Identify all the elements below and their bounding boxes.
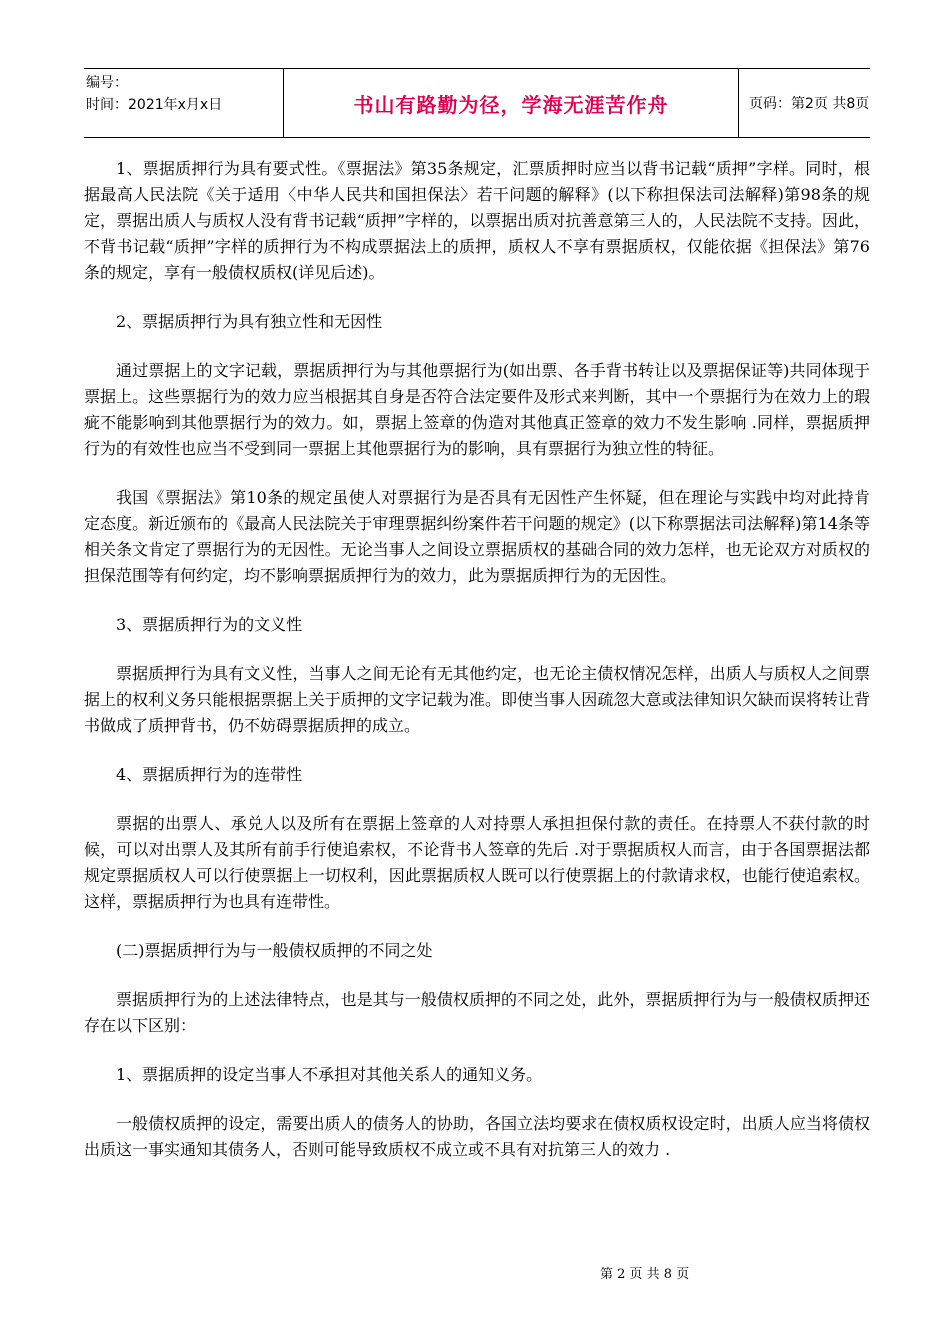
header-page-info: 页码：第2页 共8页 bbox=[749, 96, 870, 112]
header-meta-cell bbox=[84, 69, 284, 137]
section-heading: 2、票据质押行为具有独立性和无因性 bbox=[116, 312, 383, 331]
header-page-cell bbox=[739, 69, 870, 137]
paragraph: 我国《票据法》第10条的规定虽使人对票据行为是否具有无因性产生怀疑，但在理论与实践中均对此持肯定态度。新近颁布的《最高人民法院关于审理票据纠纷案件若干问题的规定》(以下称票据法司法解释)第14条等相关条文肯定了票据行为的无因性。无论当事人之间设立票据质权的基础合同的效力怎样，也无论双方对质权的担保范围等有何约定，均不影响票据质押行为的效力，此为票据质押行为的无因性。 bbox=[84, 488, 870, 585]
paragraph: 票据的出票人、承兑人以及所有在票据上签章的人对持票人承担担保付款的责任。在持票人不获付款的时候，可以对出票人及其所有前手行使追索权，不论背书人签章的先后 .对于票据质权人而言，由于各国票据法都规定票据质权人可以行使票据上一切权利，因此票据质权人既可以行使票据上的付款请求权，也能行使追索权。这样，票据质押行为也具有连带性。 bbox=[84, 814, 870, 911]
section-heading: 1、票据质押的设定当事人不承担对其他关系人的通知义务。 bbox=[116, 1065, 543, 1084]
header-motto-cell bbox=[284, 69, 739, 137]
document-time-label: 时间：2021年x月x日 bbox=[86, 97, 223, 113]
document-number-label: 编号： bbox=[86, 75, 128, 91]
paragraph: 通过票据上的文字记载，票据质押行为与其他票据行为(如出票、各手背书转让以及票据保证等)共同体现于票据上。这些票据行为的效力应当根据其自身是否符合法定要件及形式来判断，其中一个票据行为在效力上的瑕疵不能影响到其他票据行为的效力。如，票据上签章的伪造对其他真正签章的效力不发生影响 .同样，票据质押行为的有效性也应当不受到同一票据上其他票据行为的影响，具有票据行为独立性的特征。 bbox=[84, 361, 870, 458]
section-heading: 4、票据质押行为的连带性 bbox=[116, 765, 303, 784]
page-header bbox=[84, 68, 870, 138]
paragraph: 票据质押行为具有文义性，当事人之间无论有无其他约定，也无论主债权情况怎样，出质人与质权人之间票据上的权利义务只能根据票据上关于质押的文字记载为准。即使当事人因疏忽大意或法律知识欠缺而误将转让背书做成了质押背书，仍不妨碍票据质押的成立。 bbox=[84, 664, 870, 735]
section-heading: 3、票据质押行为的文义性 bbox=[116, 615, 303, 634]
document-body bbox=[84, 156, 870, 1186]
paragraph: 一般债权质押的设定，需要出质人的债务人的协助，各国立法均要求在债权质权设定时，出质人应当将债权出质这一事实通知其债务人，否则可能导致质权不成立或不具有对抗第三人的效力 . bbox=[84, 1114, 870, 1159]
section-heading: (二)票据质押行为与一般债权质押的不同之处 bbox=[116, 941, 433, 960]
header-motto: 书山有路勤为径，学海无涯苦作舟 bbox=[353, 92, 669, 117]
paragraph: 1、票据质押行为具有要式性。《票据法》第35条规定，汇票质押时应当以背书记载“质押”字样。同时，根据最高人民法院《关于适用〈中华人民共和国担保法〉若干问题的解释》(以下称担保法司法解释)第98条的规定，票据出质人与质权人没有背书记载“质押”字样的，以票据出质对抗善意第三人的，人民法院不支持。因此，不背书记载“质押”字样的质押行为不构成票据法上的质押，质权人不享有票据质权，仅能依据《担保法》第76条的规定，享有一般债权质权(详见后述)。 bbox=[84, 159, 870, 282]
page-footer: 第 2 页 共 8 页 bbox=[600, 1267, 690, 1282]
paragraph: 票据质押行为的上述法律特点，也是其与一般债权质押的不同之处，此外，票据质押行为与一般债权质押还存在以下区别： bbox=[84, 990, 870, 1035]
